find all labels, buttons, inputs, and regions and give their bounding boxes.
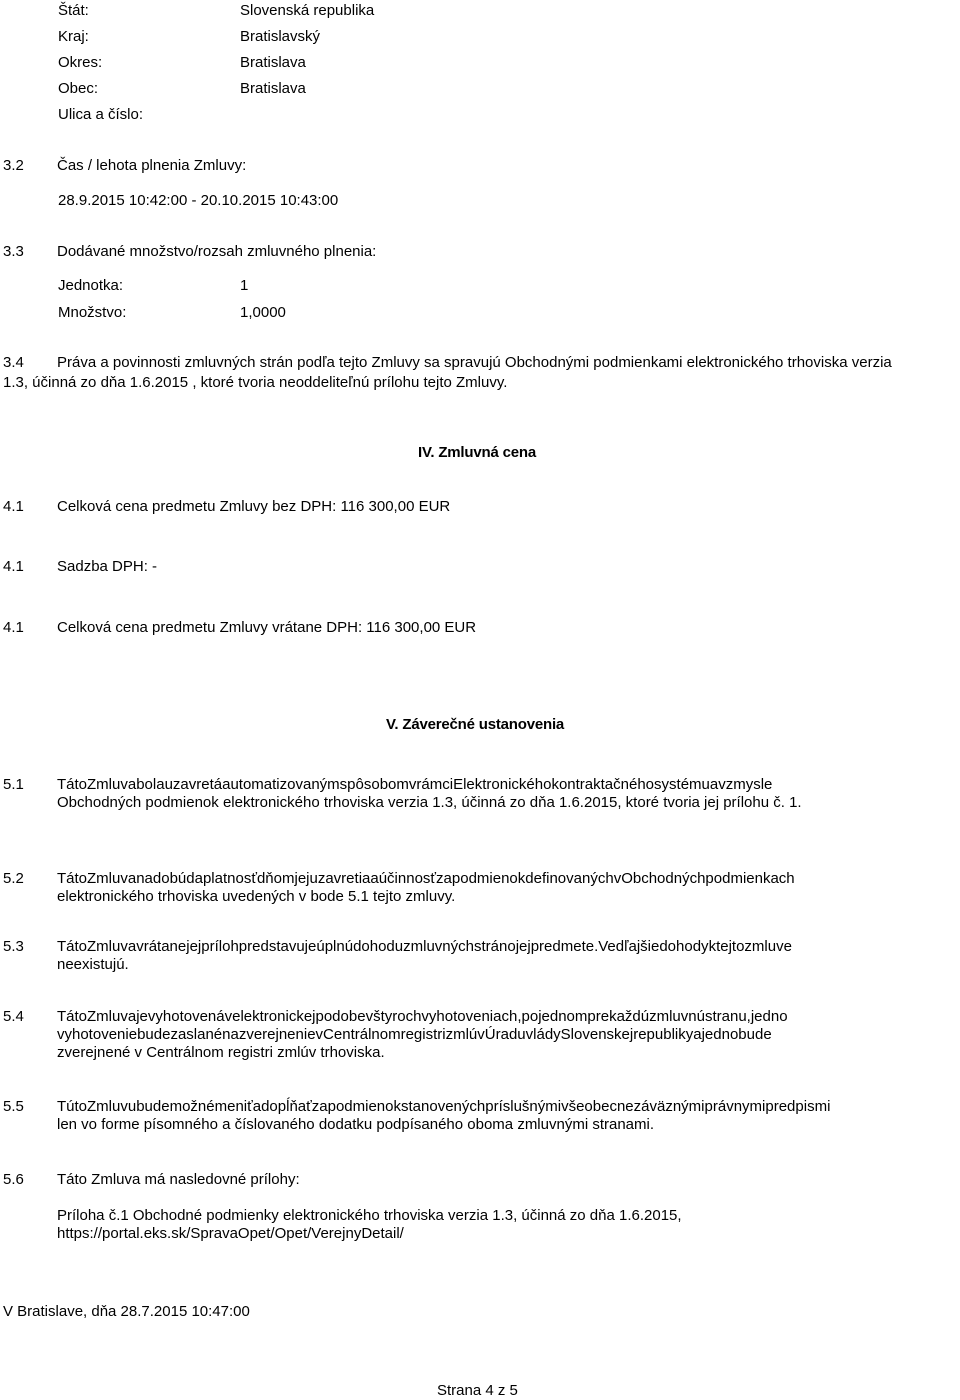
label-ulica: Ulica a číslo: <box>58 106 144 123</box>
value-obec: Bratislava <box>240 80 306 97</box>
section-4-1a-number: 4.1 <box>3 498 24 515</box>
section-5-3-line1: TátoZmluvavrátanejejprílohpredstavujeúplnúdohoduzmluvnýchstránojejpredmete.Vedľajšiedohodyktejtozmluve <box>57 938 792 955</box>
section-5-heading: V. Záverečné ustanovenia <box>386 716 565 733</box>
section-5-2-line2: elektronického trhoviska uvedených v bode 5.1 tejto zmluvy. <box>57 888 456 905</box>
section-4-1b-number: 4.1 <box>3 558 24 575</box>
section-5-3-paragraph <box>57 938 957 974</box>
section-5-6-number: 5.6 <box>3 1171 24 1188</box>
page-number: Strana 4 z 5 <box>437 1382 518 1399</box>
label-okres: Okres: <box>58 54 103 71</box>
section-5-2-line1: TátoZmluvanadobúdaplatnosťdňomjejuzavretiaaúčinnosťzapodmienokdefinovanýchvObchodnýchpodmienkach <box>57 870 795 887</box>
delivery-period: 28.9.2015 10:42:00 - 20.10.2015 10:43:00 <box>58 192 339 209</box>
attachment-1-link[interactable]: https://portal.eks.sk/SpravaOpet/Opet/VerejnyDetail/ <box>57 1225 404 1242</box>
section-5-6-title: Táto Zmluva má nasledovné prílohy: <box>57 1171 300 1188</box>
section-3-2-number: 3.2 <box>3 157 24 174</box>
label-quantity: Množstvo: <box>58 304 127 321</box>
section-3-2-title: Čas / lehota plnenia Zmluvy: <box>57 157 247 174</box>
section-5-1-paragraph <box>57 776 957 812</box>
section-5-4-line1: TátoZmluvajevyhotovenávelektronickejpodobevštyrochvyhotoveniach,pojednomprekaždúzmluvnústranu,jedno <box>57 1008 788 1025</box>
section-3-3-title: Dodávané množstvo/rozsah zmluvného plnenia: <box>57 243 377 260</box>
section-5-4-number: 5.4 <box>3 1008 24 1025</box>
value-stat: Slovenská republika <box>240 2 375 19</box>
section-3-4-line2: 1.3, účinná zo dňa 1.6.2015 , ktoré tvoria neoddeliteľnú prílohu tejto Zmluvy. <box>3 374 508 391</box>
value-quantity: 1,0000 <box>240 304 286 321</box>
section-5-4-paragraph <box>57 1008 957 1062</box>
vat-rate: Sadzba DPH: - <box>57 558 158 575</box>
attachment-1-description: Príloha č.1 Obchodné podmienky elektronického trhoviska verzia 1.3, účinná zo dňa 1.6.2015, <box>57 1207 682 1224</box>
price-without-vat: Celková cena predmetu Zmluvy bez DPH: 116 300,00 EUR <box>57 498 451 515</box>
section-4-1c-number: 4.1 <box>3 619 24 636</box>
section-3-3-number: 3.3 <box>3 243 24 260</box>
label-unit: Jednotka: <box>58 277 124 294</box>
section-5-5-paragraph <box>57 1098 957 1134</box>
section-3-4-number: 3.4 <box>3 354 24 371</box>
value-unit: 1 <box>240 277 249 294</box>
section-5-4-line2: vyhotoveniebudezaslanénazverejnenievCentrálnomregistrizmlúvÚraduvládySlovenskejrepublikyajednobude <box>57 1026 772 1043</box>
section-3-4-line1: Práva a povinnosti zmluvných strán podľa tejto Zmluvy sa spravujú Obchodnými podmienkami elektronického trhoviska verzia <box>57 354 892 371</box>
signature-place-date: V Bratislave, dňa 28.7.2015 10:47:00 <box>3 1303 250 1320</box>
section-5-3-line2: neexistujú. <box>57 956 129 973</box>
section-5-2-number: 5.2 <box>3 870 24 887</box>
section-5-3-number: 5.3 <box>3 938 24 955</box>
section-5-1-number: 5.1 <box>3 776 24 793</box>
section-5-2-paragraph <box>57 870 957 906</box>
value-kraj: Bratislavský <box>240 28 321 45</box>
section-5-4-line3: zverejnené v Centrálnom registri zmlúv trhoviska. <box>57 1044 385 1061</box>
price-with-vat: Celková cena predmetu Zmluvy vrátane DPH: 116 300,00 EUR <box>57 619 477 636</box>
section-5-5-line1: TútoZmluvubudemožnémeniťadopĺňaťzapodmienokstanovenýchpríslušnýmivšeobecnezáväznýmiprávnymipredpismi <box>57 1098 831 1115</box>
label-kraj: Kraj: <box>58 28 89 45</box>
section-4-heading: IV. Zmluvná cena <box>418 444 536 461</box>
section-5-5-line2: len vo forme písomného a číslovaného dodatku podpísaného oboma zmluvnými stranami. <box>57 1116 655 1133</box>
section-5-5-number: 5.5 <box>3 1098 24 1115</box>
section-5-1-line1: TátoZmluvabolauzavretáautomatizovanýmspôsobomvrámciElektronickéhokontraktačnéhosystémuavzmysle <box>57 776 773 793</box>
section-5-1-line2: Obchodných podmienok elektronického trhoviska verzia 1.3, účinná zo dňa 1.6.2015, ktoré tvoria jej prílohu č. 1. <box>57 794 802 811</box>
label-stat: Štát: <box>58 2 89 19</box>
label-obec: Obec: <box>58 80 99 97</box>
value-okres: Bratislava <box>240 54 306 71</box>
